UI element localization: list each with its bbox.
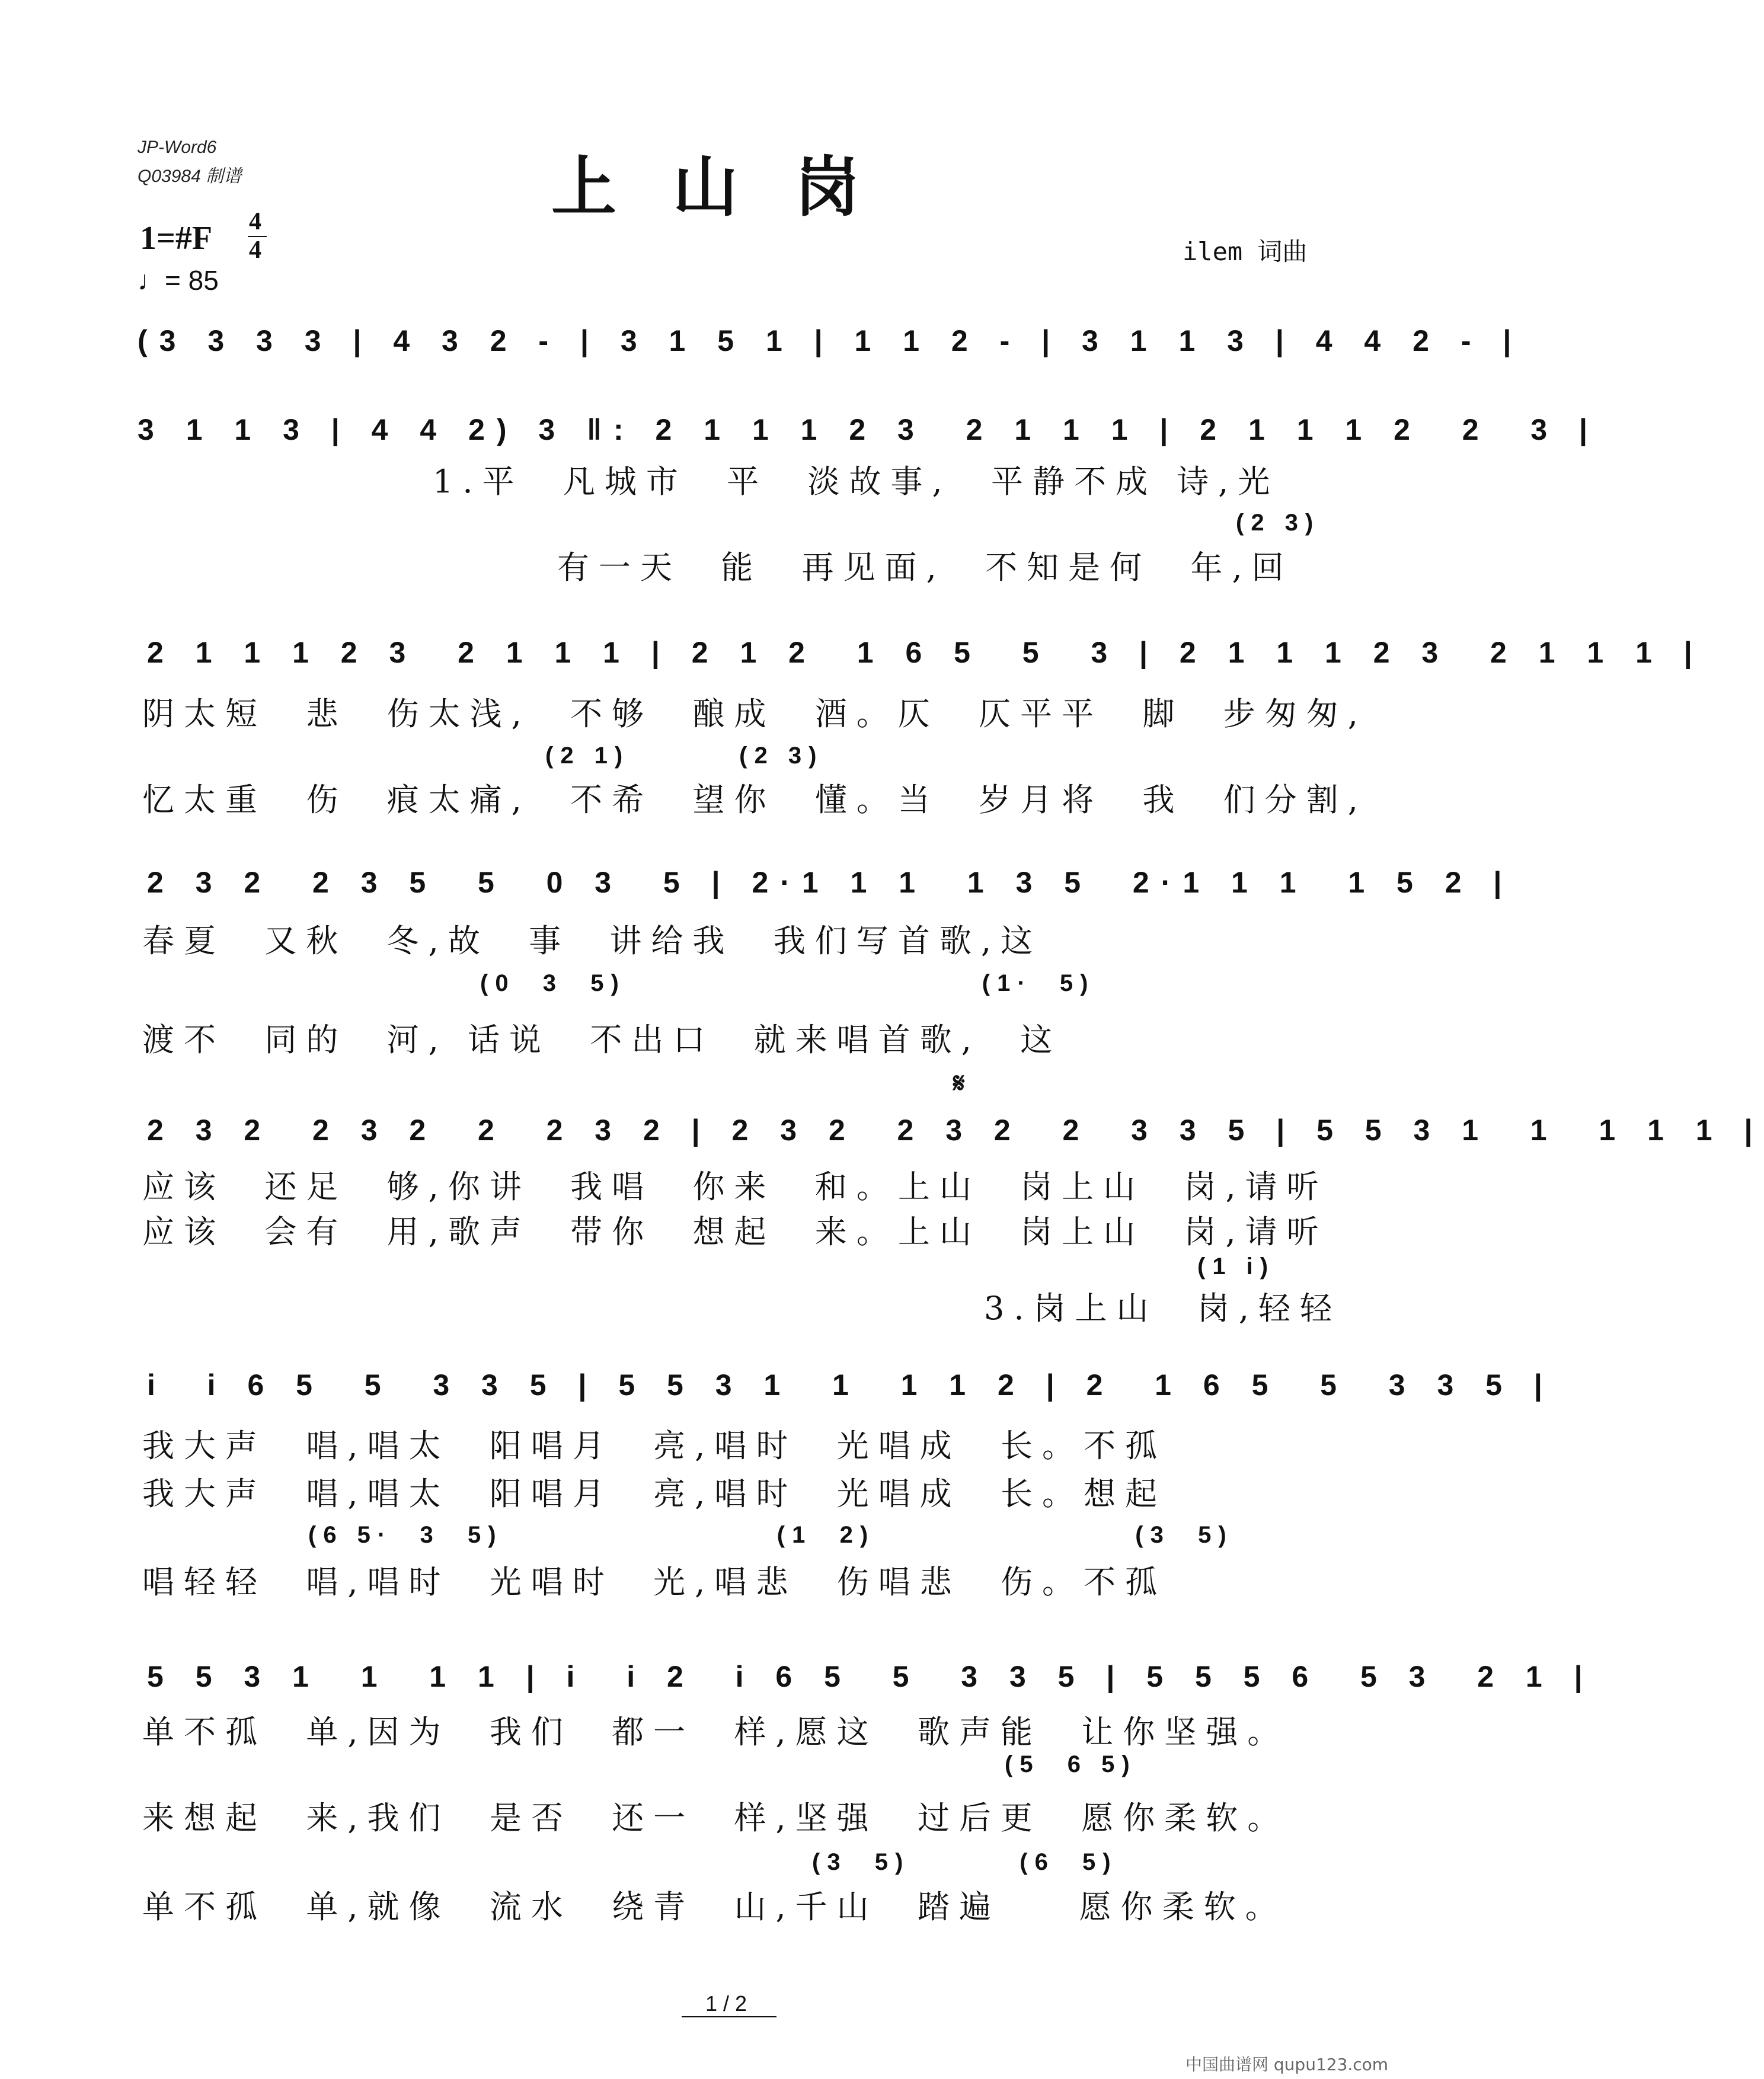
alt-notes-3: (2 1) (2 3) <box>545 743 824 769</box>
alt-notes-7: (5 6 5) <box>1005 1751 1137 1777</box>
alt-notes-4: (0 3 5) (1· 5) <box>480 970 1095 996</box>
key-signature: 1=#F <box>140 220 213 257</box>
notes-line-5: 2 3 2 2 3 2 2 2 3 2 | 2 3 2 2 3 2 2 3 3 5 | 5 5 3 1 1 1 1 1 | <box>147 1114 1764 1147</box>
lyrics-line-7b: 来想起 来,我们 是否 还一 样,坚强 过后更 愿你柔软。 <box>142 1799 1289 1837</box>
lyrics-line-4a: 春夏 又秋 冬,故 事 讲给我 我们写首歌,这 <box>142 922 1042 959</box>
page-title: 上山岗 <box>551 149 916 225</box>
tempo-marking: ♩= 85 <box>138 265 219 296</box>
site-watermark: 中国曲谱网 qupu123.com <box>1185 2055 1389 2074</box>
lyrics-line-4b: 渡不 同的 河, 话说 不出口 就来唱首歌, 这 <box>142 1021 1062 1058</box>
notes-line-7: 5 5 3 1 1 1 1 | i i 2 i 6 5 5 3 3 5 | 5 5 5 6 5 3 2 1 | <box>147 1660 1594 1693</box>
alt-notes-6: (6 5· 3 5) (1 2) (3 5) <box>308 1522 1233 1548</box>
page-number: 1 / 2 <box>705 1991 747 2016</box>
software-label: JP-Word6 <box>138 137 217 157</box>
lyrics-line-3b: 忆太重 伤 痕太痛, 不希 望你 懂。当 岁月将 我 们分割, <box>142 781 1367 818</box>
maker-label: Q03984 制谱 <box>138 167 242 186</box>
lyrics-line-6b: 我大声 唱,唱太 阳唱月 亮,唱时 光唱成 长。想起 <box>142 1475 1167 1512</box>
lyrics-line-3a: 阴太短 悲 伤太浅, 不够 酿成 酒。仄 仄平平 脚 步匆匆, <box>142 695 1367 733</box>
lyrics-line-6a: 我大声 唱,唱太 阳唱月 亮,唱时 光唱成 长。不孤 <box>142 1427 1167 1464</box>
alt-notes-7b: (3 5) (6 5) <box>812 1849 1118 1875</box>
notes-line-1: (3 3 3 3 | 4 3 2 - | 3 1 5 1 | 1 1 2 - | 3 1 1 3 | 4 4 2 - | <box>138 324 1523 357</box>
page-number-underline <box>682 2016 776 2017</box>
time-signature-top: 4 <box>249 208 261 235</box>
lyrics-line-7c: 单不孤 单,就像 流水 绕青 山,千山 踏遍 愿你柔软。 <box>142 1888 1287 1926</box>
alt-notes-2: (2 3) <box>1236 510 1321 536</box>
lyrics-line-6c: 唱轻轻 唱,唱时 光唱时 光,唱悲 伤唱悲 伤。不孤 <box>142 1563 1167 1601</box>
lyrics-line-5b: 应该 会有 用,歌声 带你 想起 来。上山 岗上山 岗,请听 <box>142 1213 1328 1250</box>
alt-notes-5: (1 i) <box>1197 1253 1276 1280</box>
notes-line-3: 2 1 1 1 2 3 2 1 1 1 | 2 1 2 1 6 5 5 3 | 2 1 1 1 2 3 2 1 1 1 | <box>147 636 1704 669</box>
author-credit: ilem 词曲 <box>1183 237 1308 266</box>
notes-line-6: i i 6 5 5 3 3 5 | 5 5 3 1 1 1 1 2 | 2 1 6 5 5 3 3 5 | <box>147 1368 1554 1402</box>
segno-sign: 𝄋 <box>953 1067 977 1098</box>
lyrics-line-2b: 有一天 能 再见面, 不知是何 年,回 <box>557 549 1293 586</box>
lyrics-line-5a: 应该 还足 够,你讲 我唱 你来 和。上山 岗上山 岗,请听 <box>142 1168 1328 1205</box>
time-signature-bottom: 4 <box>249 236 261 264</box>
lyrics-line-5c: 3.岗上山 岗,轻轻 <box>984 1290 1342 1327</box>
lyrics-line-2a: 1.平 凡城市 平 淡故事, 平静不成 诗,光 <box>433 463 1280 500</box>
lyrics-line-7a: 单不孤 单,因为 我们 都一 样,愿这 歌声能 让你坚强。 <box>142 1713 1289 1751</box>
notes-line-2: 3 1 1 3 | 4 4 2) 3 ‖: 2 1 1 1 2 3 2 1 1 1 | 2 1 1 1 2 2 3 | <box>138 413 1599 446</box>
notes-line-4: 2 3 2 2 3 5 5 0 3 5 | 2·1 1 1 1 3 5 2·1 1 1 1 5 2 | <box>147 866 1514 899</box>
